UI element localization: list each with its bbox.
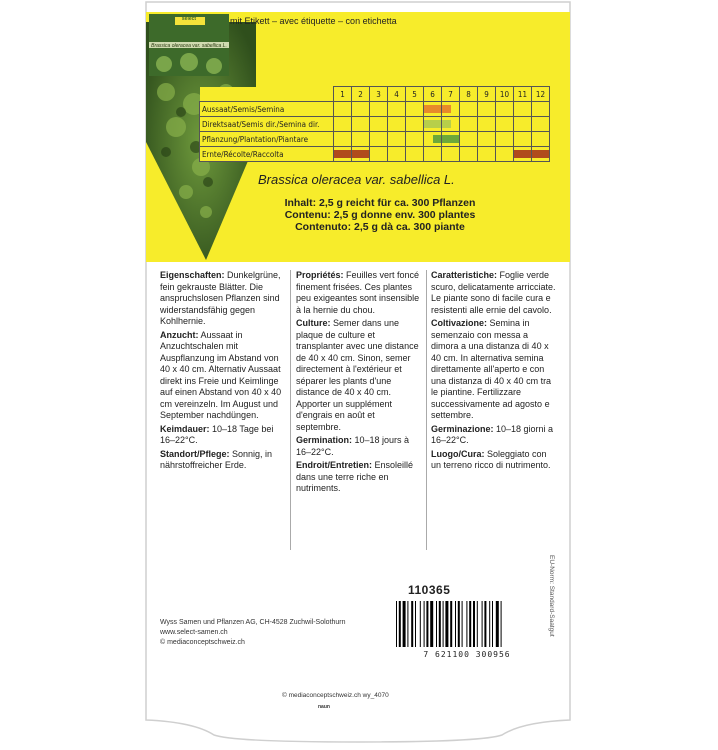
calendar-row-label: Direktsaat/Semis dir./Semina dir. bbox=[200, 117, 334, 132]
sowing-calendar bbox=[199, 86, 550, 162]
barcode-bar bbox=[458, 601, 460, 647]
month-header: 9 bbox=[478, 87, 496, 102]
paragraph-heading: Standort/Pflege: bbox=[160, 448, 230, 459]
barcode-bar bbox=[489, 601, 490, 647]
barcode-bar bbox=[407, 601, 408, 647]
paragraph-text: 10–18 jours à 16–22°C. bbox=[296, 435, 410, 457]
column-german bbox=[160, 270, 286, 474]
calendar-row bbox=[200, 117, 550, 132]
calendar-cell bbox=[496, 117, 514, 132]
barcode bbox=[392, 601, 542, 649]
calendar-cell bbox=[532, 117, 550, 132]
content-amount bbox=[230, 197, 530, 233]
calendar-cell bbox=[460, 147, 478, 162]
calendar-cell bbox=[370, 102, 388, 117]
paragraph-text: 10–18 giorni a 16–22°C. bbox=[431, 423, 554, 445]
barcode-number: 7 621100 300956 bbox=[423, 650, 511, 659]
calendar-cell bbox=[460, 102, 478, 117]
barcode-bar bbox=[501, 601, 502, 647]
calendar-bar bbox=[334, 150, 351, 158]
calendar-cell bbox=[352, 147, 370, 162]
paragraph-text: Soleggiato con un terreno ricco di nutrimento. bbox=[431, 448, 551, 470]
calendar-cell bbox=[388, 132, 406, 147]
paragraph-text: Aussaat in Anzuchtschalen mit Auspflanzung im Abstand von 40 x 40 cm. Alternativ Aussaat direkt ins Freie und Keimlinge auf einen Abstand von 40 x 40 cm vereinzeln. Im August und September nachdüngen. bbox=[160, 329, 282, 420]
calendar-cell bbox=[334, 132, 352, 147]
calendar-bar bbox=[424, 105, 441, 113]
paragraph bbox=[160, 449, 286, 472]
barcode-bar bbox=[469, 601, 471, 647]
calendar-cell bbox=[514, 102, 532, 117]
calendar-cell bbox=[532, 102, 550, 117]
calendar-cell bbox=[532, 147, 550, 162]
content-de: Inhalt: 2,5 g reicht für ca. 300 Pflanzen bbox=[284, 197, 476, 209]
paragraph-heading: Germination: bbox=[296, 435, 353, 445]
calendar-cell bbox=[334, 102, 352, 117]
paragraph-heading: Caratteristiche: bbox=[431, 270, 498, 280]
barcode-bar bbox=[473, 601, 475, 647]
paragraph-heading: Endroit/Entretien: bbox=[296, 460, 372, 470]
calendar-cell bbox=[460, 117, 478, 132]
column-french bbox=[296, 270, 422, 497]
calendar-bar bbox=[424, 120, 441, 128]
calendar-row bbox=[200, 132, 550, 147]
barcode-bar bbox=[455, 601, 456, 647]
calendar-cell bbox=[478, 132, 496, 147]
month-header: 7 bbox=[442, 87, 460, 102]
month-header: 6 bbox=[424, 87, 442, 102]
company-address bbox=[160, 618, 346, 648]
calendar-cell bbox=[424, 102, 442, 117]
etikett-line: mit Etikett – avec étiquette – con etichetta bbox=[230, 16, 397, 26]
barcode-bar bbox=[439, 601, 441, 647]
calendar-bar bbox=[442, 105, 451, 113]
barcode-bar bbox=[396, 601, 397, 647]
calendar-cell bbox=[334, 147, 352, 162]
footer-credit: © mediaconceptschweiz.ch wy_4070 bbox=[282, 692, 389, 699]
calendar-cell bbox=[478, 102, 496, 117]
barcode-bar bbox=[415, 601, 416, 647]
barcode-bar bbox=[426, 601, 428, 647]
eu-norm-label: EU-Norm: Standard-Saatgut bbox=[548, 555, 555, 637]
calendar-row-label: Ernte/Récolte/Raccolta bbox=[200, 147, 334, 162]
article-number: 110365 bbox=[408, 583, 451, 597]
calendar-cell bbox=[388, 117, 406, 132]
thumbnail-brand: select bbox=[181, 16, 197, 22]
calendar-cell bbox=[370, 132, 388, 147]
calendar-cell bbox=[514, 132, 532, 147]
month-header: 11 bbox=[514, 87, 532, 102]
calendar-bar bbox=[514, 150, 531, 158]
paragraph-text: Foglie verde scuro, delicatamente arricciate. Le piante sono di facile cura e resistenti alle ernie del cavolo. bbox=[431, 270, 556, 315]
address-line: © mediaconceptschweiz.ch bbox=[160, 639, 245, 646]
paragraph-text: Sonnig, in nährstoffreicher Erde. bbox=[160, 448, 273, 470]
paragraph-text: Dunkelgrüne, fein gekrauste Blätter. Die anspruchslosen Pflanzen sind widerstandsfähig gegen Kohlhernie. bbox=[160, 270, 281, 326]
calendar-cell bbox=[370, 117, 388, 132]
barcode-bar bbox=[462, 601, 463, 647]
calendar-cell bbox=[406, 147, 424, 162]
calendar-cell bbox=[406, 132, 424, 147]
calendar-cell bbox=[514, 147, 532, 162]
month-header: 10 bbox=[496, 87, 514, 102]
calendar-bar bbox=[442, 120, 451, 128]
paragraph bbox=[431, 270, 557, 316]
barcode-bar bbox=[496, 601, 499, 647]
calendar-cell bbox=[370, 147, 388, 162]
month-header: 1 bbox=[334, 87, 352, 102]
calendar-cell bbox=[388, 147, 406, 162]
calendar-cell bbox=[352, 117, 370, 132]
calendar-cell bbox=[460, 132, 478, 147]
calendar-cell bbox=[424, 147, 442, 162]
calendar-cell bbox=[424, 132, 442, 147]
content-fr: Contenu: 2,5 g donne env. 300 plantes bbox=[284, 209, 476, 221]
thumbnail-label: Brassica oleracea var. sabellica L. bbox=[151, 43, 227, 49]
calendar-row bbox=[200, 102, 550, 117]
calendar-cell bbox=[352, 132, 370, 147]
paragraph-text: Semina in semenzaio con messa a dimora a una distanza di 40 x 40 cm. In alternativa semina direttamente all'aperto e con una distanza di 40 x 40 cm tra le piantine. Fertilizzare successivamente ad agosto e settembre. bbox=[431, 318, 552, 420]
calendar-cell bbox=[388, 102, 406, 117]
calendar-row-label: Pflanzung/Plantation/Piantare bbox=[200, 132, 334, 147]
month-header: 4 bbox=[388, 87, 406, 102]
paragraph bbox=[160, 424, 286, 447]
calendar-cell bbox=[496, 102, 514, 117]
calendar-bar bbox=[442, 135, 459, 143]
month-header: 2 bbox=[352, 87, 370, 102]
paragraph-heading: Keimdauer: bbox=[160, 423, 210, 434]
paragraph bbox=[160, 270, 286, 328]
paragraph-text: 10–18 Tage bei 16–22°C. bbox=[160, 423, 274, 445]
month-header: 8 bbox=[460, 87, 478, 102]
calendar-cell bbox=[496, 147, 514, 162]
barcode-bar bbox=[450, 601, 452, 647]
species-name: Brassica oleracea var. sabellica L. bbox=[258, 172, 455, 187]
barcode-bar bbox=[477, 601, 478, 647]
address-line: Wyss Samen und Pflanzen AG, CH-4528 Zuchwil-Solothurn bbox=[160, 619, 346, 626]
paragraph-text: Ensoleillé dans une terre riche en nutriments. bbox=[296, 460, 414, 493]
paragraph bbox=[296, 270, 422, 316]
paragraph bbox=[296, 460, 422, 495]
barcode-bar bbox=[411, 601, 413, 647]
barcode-bar bbox=[430, 601, 433, 647]
paragraph bbox=[431, 449, 557, 472]
calendar-cell bbox=[406, 102, 424, 117]
calendar-bar bbox=[433, 135, 442, 143]
barcode-bar bbox=[436, 601, 437, 647]
paragraph bbox=[296, 318, 422, 433]
footer-mark: naun bbox=[318, 704, 330, 710]
paragraph-heading: Propriétés: bbox=[296, 270, 344, 280]
paragraph bbox=[160, 330, 286, 422]
paragraph-heading: Culture: bbox=[296, 318, 331, 328]
paragraph-heading: Anzucht: bbox=[160, 329, 199, 340]
barcode-bar bbox=[484, 601, 486, 647]
calendar-cell bbox=[478, 117, 496, 132]
paragraph bbox=[431, 424, 557, 447]
calendar-cell bbox=[496, 132, 514, 147]
month-header: 5 bbox=[406, 87, 424, 102]
barcode-bar bbox=[399, 601, 401, 647]
barcode-bar bbox=[403, 601, 406, 647]
paragraph-heading: Coltivazione: bbox=[431, 318, 488, 328]
calendar-cell bbox=[352, 102, 370, 117]
barcode-bar bbox=[492, 601, 493, 647]
paragraph-text: Semer dans une plaque de culture et transplanter avec une distance de 40 x 40 cm. Sinon, semer directement à l'extérieur et séparer les plants d'une distance de 40 x 40 cm. Apporter un supplément d'engrais en août et septembre. bbox=[296, 318, 419, 432]
month-header: 3 bbox=[370, 87, 388, 102]
calendar-cell bbox=[532, 132, 550, 147]
calendar-cell bbox=[424, 117, 442, 132]
paragraph-heading: Eigenschaften: bbox=[160, 270, 225, 280]
barcode-bar bbox=[466, 601, 467, 647]
calendar-cell bbox=[442, 102, 460, 117]
calendar-row-label: Aussaat/Semis/Semina bbox=[200, 102, 334, 117]
calendar-bar bbox=[532, 150, 549, 158]
barcode-bar bbox=[482, 601, 483, 647]
barcode-bar bbox=[424, 601, 425, 647]
barcode-bar bbox=[420, 601, 421, 647]
divider bbox=[426, 270, 427, 550]
calendar-row bbox=[200, 147, 550, 162]
address-line: www.select-samen.ch bbox=[160, 629, 228, 636]
column-italian bbox=[431, 270, 557, 474]
paragraph-heading: Luogo/Cura: bbox=[431, 448, 485, 459]
paragraph bbox=[431, 318, 557, 422]
paragraph-heading: Germinazione: bbox=[431, 423, 494, 434]
calendar-cell bbox=[334, 117, 352, 132]
calendar-cell bbox=[478, 147, 496, 162]
calendar-cell bbox=[442, 147, 460, 162]
calendar-cell bbox=[442, 117, 460, 132]
barcode-bar bbox=[443, 601, 444, 647]
calendar-cell bbox=[442, 132, 460, 147]
paragraph bbox=[296, 435, 422, 458]
barcode-bar bbox=[445, 601, 448, 647]
paragraph-text: Feuilles vert foncé finement frisées. Ces plantes peu exigeantes sont insensible à la hernie du chou. bbox=[296, 270, 420, 315]
calendar-cell bbox=[514, 117, 532, 132]
calendar-bar bbox=[352, 150, 369, 158]
content-it: Contenuto: 2,5 g dà ca. 300 piante bbox=[295, 221, 465, 233]
month-header: 12 bbox=[532, 87, 550, 102]
divider bbox=[290, 270, 291, 550]
calendar-cell bbox=[406, 117, 424, 132]
